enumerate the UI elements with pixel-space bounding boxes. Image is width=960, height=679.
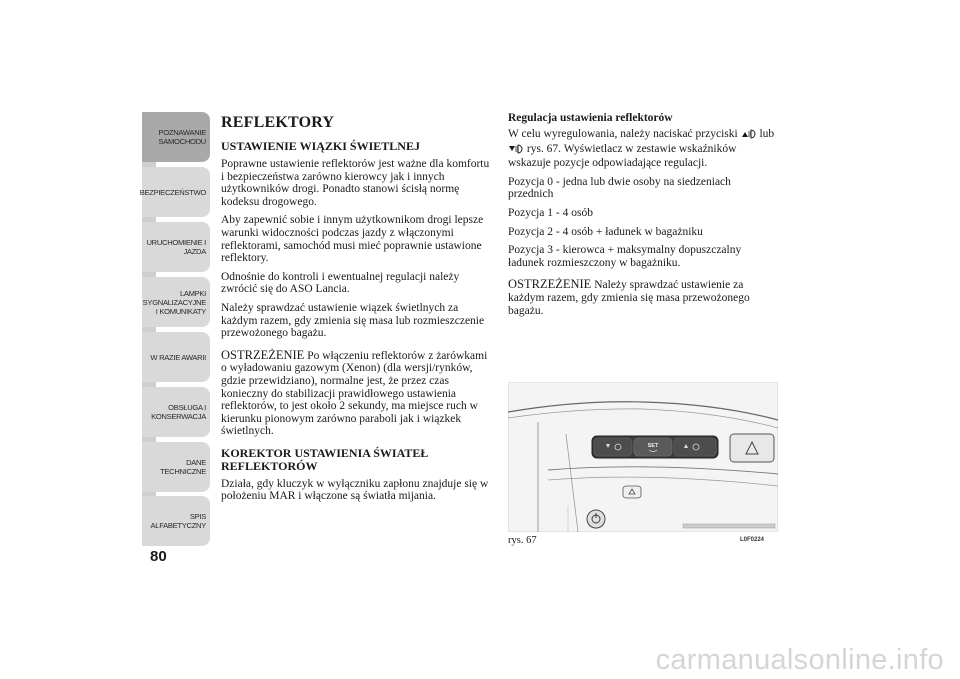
figure-code: L0F0224	[740, 537, 765, 543]
warning-text: Po włączeniu reflektorów z żarówkami o wyładowaniu gazowym (Xenon) (dla wersji/rynków, gdzie przewidziano), normalne jest, że przez czas konieczny do stabilizacji prawidłowego ustawienia reflektorów, to jest około 2 sekundy, ma miejsce ruch w kierunku pionowym zarówno paraboli jak i wiązkek świetlnych.	[221, 349, 488, 438]
tab-lampki-sygnalizacyjne[interactable]	[142, 277, 210, 327]
watermark: carmanualsonline.info	[655, 644, 944, 676]
paragraph-pos1: Pozycja 1 - 4 osób	[508, 206, 593, 219]
tab-uruchomienie-i-jazda[interactable]	[142, 222, 210, 272]
paragraph-pos2: Pozycja 2 - 4 osób + ładunek w bagażniku	[508, 225, 703, 238]
paragraph: Należy sprawdzać ustawienie wiązek świetlnych za każdym razem, gdy zmienia się masa lub rozmieszczenie przewożonego bagażu.	[221, 301, 485, 340]
section-heading-korektor: KOREKTOR USTAWIENIA ŚWIATEŁ REFLEKTORÓW	[221, 445, 429, 473]
tab-label: URUCHOMIENIE I JAZDA	[146, 238, 206, 256]
tab-obsluga-i-konserwacja[interactable]	[142, 387, 210, 437]
right-column	[508, 112, 778, 323]
headlight-up-icon	[741, 128, 757, 143]
figure-dashboard-buttons	[508, 382, 778, 532]
paragraph-pos0: Pozycja 0 - jedna lub dwie osoby na siedzeniach przednich	[508, 175, 731, 201]
tab-label: W RAZIE AWARII	[150, 352, 206, 362]
tab-poznawanie-samochodu[interactable]	[142, 112, 210, 162]
tab-bezpieczenstwo[interactable]	[139, 167, 210, 217]
warning-baggage	[508, 278, 778, 317]
set-button-label: SET	[647, 443, 659, 449]
figure-caption: rys. 67	[508, 535, 537, 546]
section-heading-ustawienie: USTAWIENIE WIĄZKI ŚWIETLNEJ	[221, 139, 420, 153]
page-number: 80	[150, 548, 167, 565]
paragraph: Poprawne ustawienie reflektorów jest ważne dla komfortu i bezpieczeństwa zarówno kierowcy jak i innych użytkowników drogi. Ponadto stanowi ścisłą normę kodeksu drogowego.	[221, 158, 490, 208]
tab-label: OBSŁUGA I KONSERWACJA	[151, 403, 206, 421]
tab-dane-techniczne[interactable]	[142, 442, 210, 492]
paragraph: Odnośnie do kontroli i ewentualnej regulacji należy zwrócić się do ASO Lancia.	[221, 270, 460, 296]
paragraph-pos3: Pozycja 3 - kierowca + maksymalny dopuszczalny ładunek rozmieszczony w bagażniku.	[508, 244, 742, 269]
left-column	[221, 112, 493, 509]
warning-xenon	[221, 349, 493, 438]
tab-label: POZNAWANIE SAMOCHODU	[158, 128, 206, 146]
warning-label: OSTRZEŻENIE	[221, 347, 305, 362]
tab-spis-alfabetyczny[interactable]	[142, 496, 210, 546]
warning-label: OSTRZEŻENIE	[508, 277, 592, 292]
paragraph-buttons: W celu wyregulowania, należy naciskać przyciski lub rys. 67. Wyświetlacz w zestawie wskaźników wskazuje pozycje odpowiadające regulacji.	[508, 128, 775, 170]
tab-label: DANE TECHNICZNE	[160, 458, 206, 476]
tab-label: SPIS ALFABETYCZNY	[150, 512, 206, 530]
paragraph: Działa, gdy kluczyk w wyłączniku zapłonu znajduje się w położeniu MAR i włączone są światła mijania.	[221, 477, 489, 503]
headlight-down-icon	[508, 143, 524, 158]
tab-label: LAMPKI SYGNALIZACYJNE I KOMUNIKATY	[142, 288, 206, 316]
page-title: REFLEKTORY	[221, 114, 335, 131]
subheading-regulacja: Regulacja ustawienia reflektorów	[508, 112, 673, 124]
warning-text: Należy sprawdzać ustawienie za każdym razem, gdy zmienia się masa przewożonego bagażu.	[508, 279, 750, 317]
paragraph: Aby zapewnić sobie i innym użytkownikom drogi lepsze warunki widoczności podczas jazdy z włączonymi reflektorami, samochód musi mieć poprawnie ustawione reflektory.	[221, 214, 484, 265]
tab-label: BEZPIECZEŃSTWO	[139, 187, 206, 197]
tab-w-razie-awarii[interactable]	[142, 332, 210, 382]
